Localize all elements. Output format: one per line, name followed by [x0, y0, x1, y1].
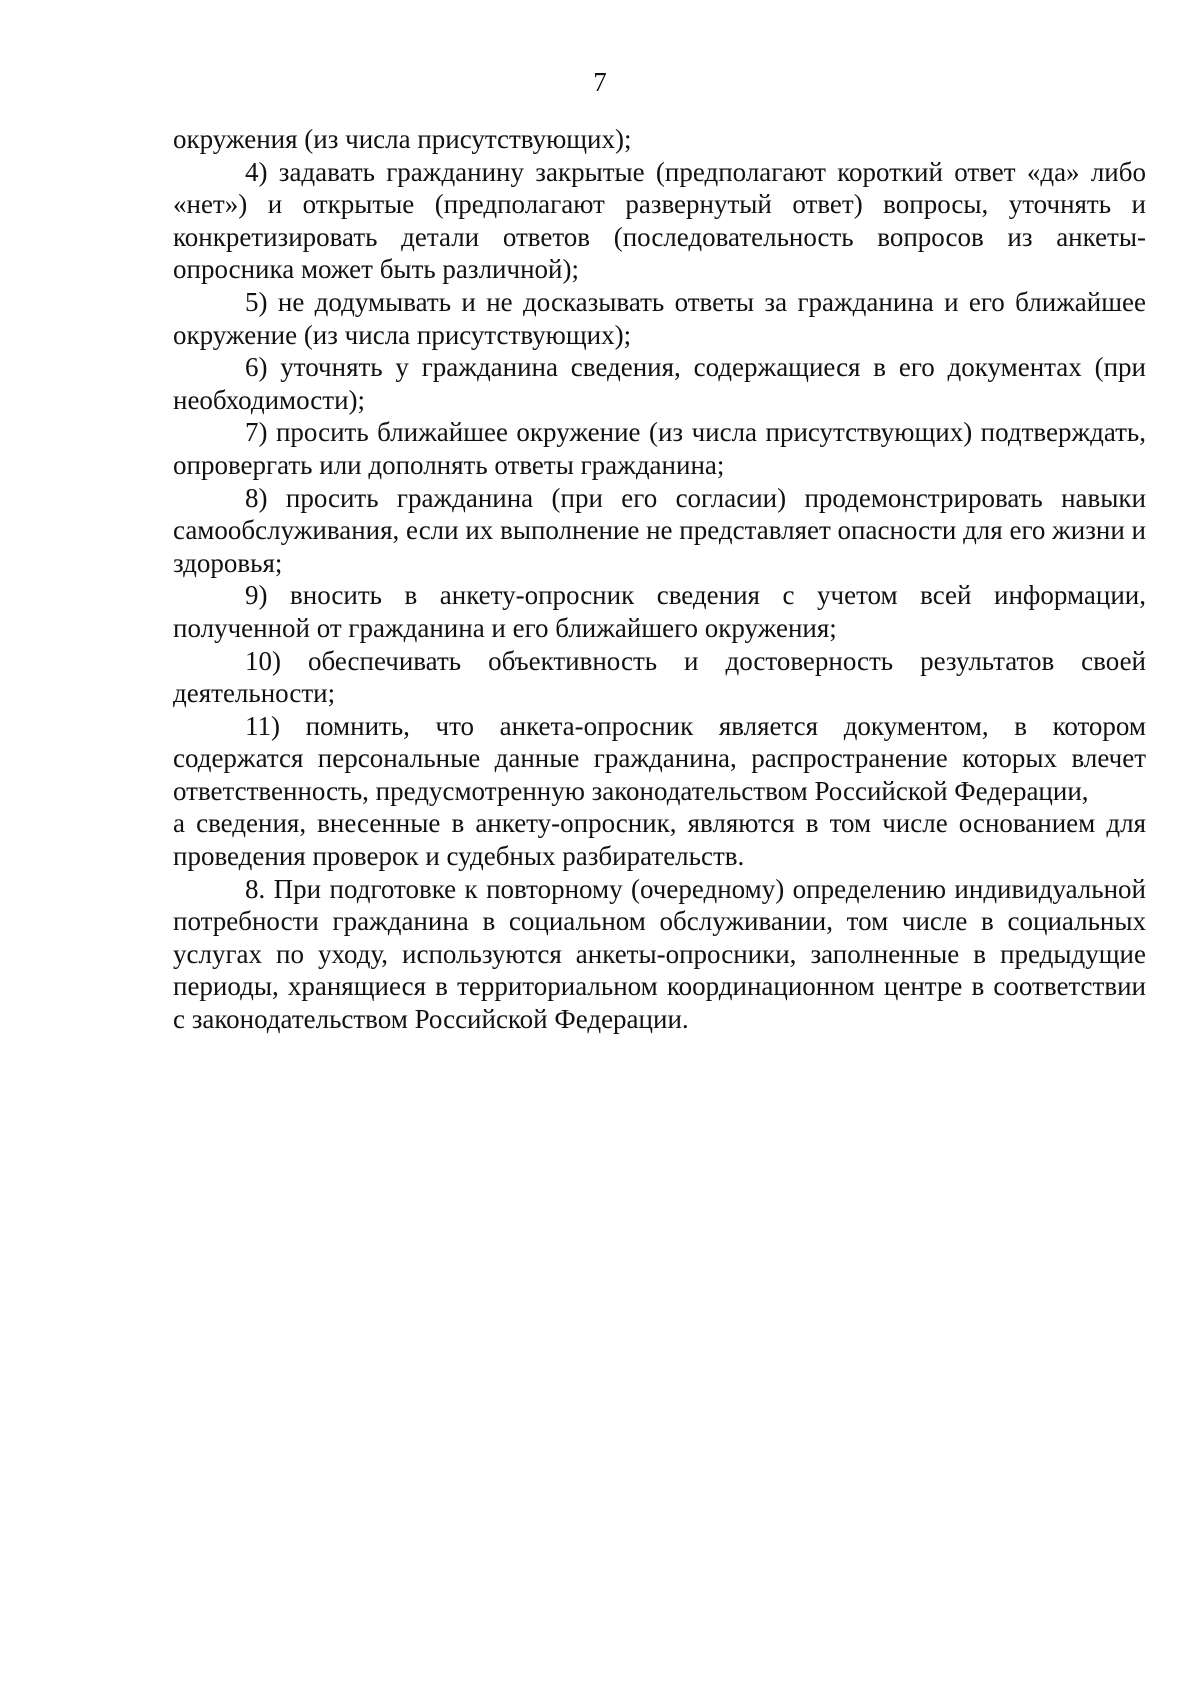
document-body [173, 123, 1146, 1036]
paragraph-item-6: 6) уточнять у гражданина сведения, содержащиеся в его документах (при необходимости); [173, 352, 1146, 415]
paragraph-continuation: окружения (из числа присутствующих); [173, 124, 632, 154]
paragraph-item-4: 4) задавать гражданину закрытые (предполагают короткий ответ «да» либо «нет») и открытые (предполагают развернутый ответ) вопросы, уточнять и конкретизировать детали ответов (последовательность вопросов из анкеты-опросника может быть различной); [173, 156, 1146, 285]
paragraph-item-9: 9) вносить в анкету-опросник сведения с учетом всей информации, полученной от гражданина и его ближайшего окружения; [173, 580, 1146, 643]
paragraph-item-11: 11) помнить, что анкета-опросник является документом, в котором содержатся персональные данные гражданина, распространение которых влечет ответственность, предусмотренную законодательством Российской Федерации, [173, 710, 1146, 806]
paragraph-item-5: 5) не додумывать и не досказывать ответы за гражданина и его ближайшее окружение (из числа присутствующих); [173, 286, 1146, 350]
paragraph-item-7: 7) просить ближайшее окружение (из числа присутствующих) подтверждать, опровергать или дополнять ответы гражданина; [173, 417, 1146, 480]
paragraph-item-11-continuation: а сведения, внесенные в анкету-опросник, являются в том числе основанием для проведения проверок и судебных разбирательств. [173, 808, 1146, 872]
paragraph-item-10: 10) обеспечивать объективность и достоверность результатов своей деятельности; [173, 645, 1146, 709]
paragraph-item-8: 8) просить гражданина (при его согласии) продемонстрировать навыки самообслуживания, если их выполнение не представляет опасности для его жизни и здоровья; [173, 482, 1146, 578]
page-number: 7 [593, 67, 607, 97]
paragraph-section-8: 8. При подготовке к повторному (очередному) определению индивидуальной потребности гражданина в социальном обслуживании, том числе в социальных услугах по уходу, используются анкеты-опросники, заполненные в предыдущие периоды, хранящиеся в территориальном координационном центре в соответствии с законодательством Российской Федерации. [173, 873, 1146, 1035]
